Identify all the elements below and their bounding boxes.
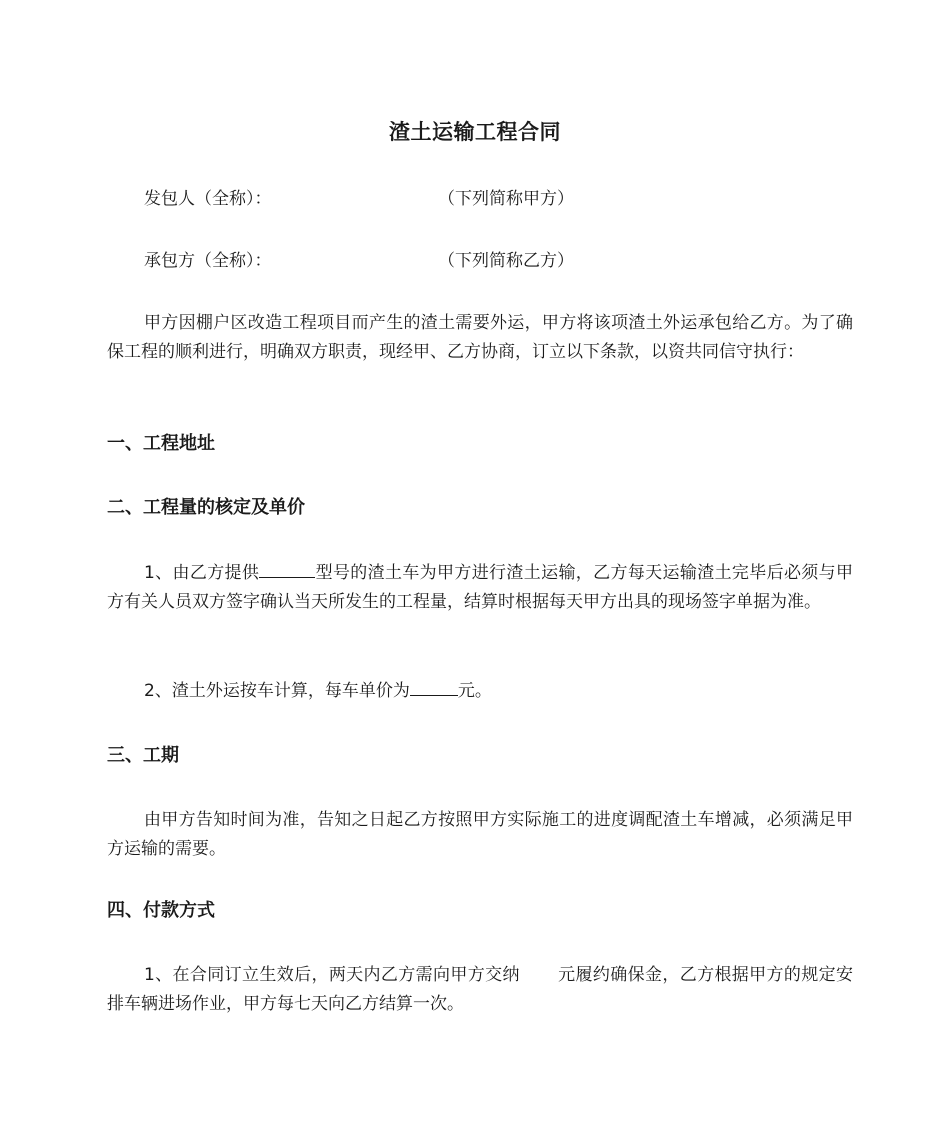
clause-2-2-text-b: 元。 [457, 681, 492, 701]
truck-model-blank [259, 559, 315, 578]
party-a-note: （下列简称甲方） [438, 189, 574, 209]
party-b-note: （下列简称乙方） [438, 251, 574, 271]
intro-paragraph: 甲方因棚户区改造工程项目而产生的渣土需要外运，甲方将该项渣土外运承包给乙方。为了确保工程的顺利进行，明确双方职责，现经甲、乙方协商，订立以下条款，以资共同信守执行： [107, 313, 853, 362]
schedule-paragraph: 由甲方告知时间为准，告知之日起乙方按照甲方实际施工的进度调配渣土车增减，必须满足甲方运输的需要。 [107, 810, 853, 859]
clause-4-1 [107, 961, 853, 1019]
party-b-label: 承包方（全称）： [144, 251, 272, 271]
clause-4-1-text-b: 元履约确保金，乙方根据甲方的规定安排车辆进场作业，甲方每七天向乙方结算一次。 [107, 965, 853, 1014]
clause-2-2 [107, 677, 853, 706]
clause-2-1 [107, 559, 853, 617]
document-title: 渣土运输工程合同 [389, 120, 561, 144]
clause-2-1-text-a: 1、由乙方提供 [144, 563, 260, 583]
clause-2-2-text-a: 2、渣土外运按车计算，每车单价为 [144, 681, 410, 701]
party-a-label: 发包人（全称）： [144, 189, 272, 209]
section-heading-payment: 四、付款方式 [107, 900, 215, 921]
section-heading-address: 一、工程地址 [107, 433, 215, 454]
clause-4-1-text-a: 1、在合同订立生效后，两天内乙方需向甲方交纳 [144, 965, 520, 985]
section-heading-schedule: 三、工期 [107, 745, 179, 766]
section-heading-quantity-price: 二、工程量的核定及单价 [107, 497, 305, 518]
unit-price-blank [410, 677, 458, 696]
clause-2-1-text-b: 型号的渣土车为甲方进行渣土运输，乙方每天运输渣土完毕后必须与甲方有关人员双方签字确认当天所发生的工程量，结算时根据每天甲方出具的现场签字单据为准。 [107, 563, 853, 612]
